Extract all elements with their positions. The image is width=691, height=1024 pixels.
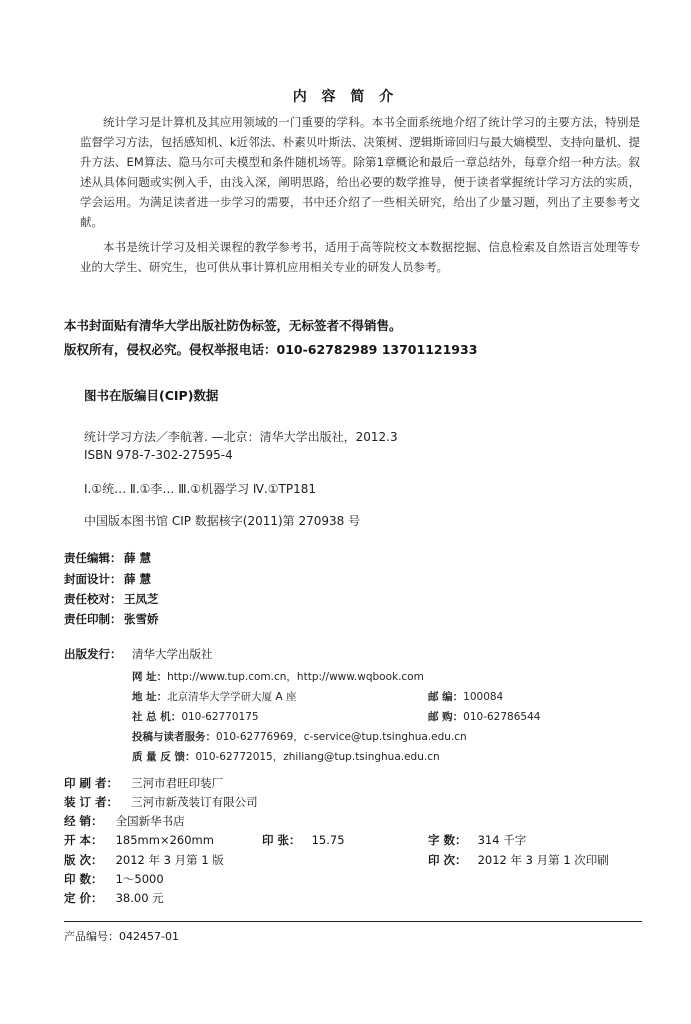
product-value: 042457-01 — [119, 930, 179, 943]
words-label: 字 数： — [428, 833, 467, 847]
publisher-quality-row — [132, 749, 440, 764]
summary-heading: 内 容 简 介 — [292, 89, 399, 105]
run-label: 印 数： — [64, 872, 103, 886]
postcode-value: 100084 — [463, 691, 504, 703]
staff-label: 责任印制： — [64, 612, 122, 626]
binder-label: 装 订 者： — [64, 795, 119, 809]
staff-value: 张雪娇 — [124, 612, 159, 626]
edition-label: 版 次： — [64, 853, 103, 867]
cip-record: 中国版本图书馆 CIP 数据核字(2011)第 270938 号 — [84, 514, 361, 528]
publisher-name: 清华大学出版社 — [132, 647, 213, 661]
staff-row — [64, 571, 151, 587]
publisher-address-row — [132, 689, 297, 704]
publisher-mail-row — [428, 709, 540, 724]
publisher-switchboard-row — [132, 709, 259, 724]
cip-isbn: ISBN 978-7-302-27595-4 — [84, 448, 233, 462]
printer-row — [64, 772, 223, 791]
sheets-value: 15.75 — [311, 833, 345, 847]
web-value: http://www.tup.com.cn，http://www.wqbook.com — [167, 671, 424, 683]
staff-label: 封面设计： — [64, 572, 122, 586]
staff-row — [64, 591, 159, 607]
distributor-row — [64, 810, 185, 829]
edition-value: 2012 年 3 月第 1 版 — [115, 853, 224, 867]
printing-label: 印 次： — [428, 853, 467, 867]
format-row — [64, 829, 214, 848]
cip-classification: Ⅰ.①统… Ⅱ.①李… Ⅲ.①机器学习 Ⅳ.①TP181 — [84, 482, 316, 496]
address-label: 地 址： — [132, 691, 168, 703]
publisher-postcode-row — [428, 689, 503, 704]
printer-value: 三河市君旺印装厂 — [131, 776, 224, 790]
product-label: 产品编号： — [64, 930, 119, 943]
edition-row — [64, 849, 224, 868]
printing-row — [428, 849, 609, 868]
staff-value: 王凤芝 — [124, 592, 159, 606]
publisher-label: 出版发行： — [64, 647, 122, 661]
staff-row — [64, 550, 151, 566]
switchboard-label: 社 总 机： — [132, 711, 182, 723]
sheets-row — [262, 829, 345, 848]
web-label: 网 址： — [132, 671, 168, 683]
mail-label: 邮 购： — [428, 711, 464, 723]
printer-label: 印 刷 者： — [64, 776, 119, 790]
staff-value: 薛 慧 — [124, 572, 152, 586]
summary-body — [80, 112, 640, 277]
run-row — [64, 868, 164, 887]
cip-heading: 图书在版编目(CIP)数据 — [84, 388, 219, 403]
staff-label: 责任编辑： — [64, 551, 122, 565]
staff-row — [64, 611, 159, 627]
binder-row — [64, 791, 258, 810]
format-label: 开 本： — [64, 833, 103, 847]
product-number — [64, 928, 179, 944]
mail-value: 010-62786544 — [463, 711, 541, 723]
words-value: 314 千字 — [477, 833, 527, 847]
staff-value: 薛 慧 — [124, 551, 152, 565]
publisher-web-row — [132, 669, 424, 684]
sheets-label: 印 张： — [262, 833, 301, 847]
staff-label: 责任校对： — [64, 592, 122, 606]
run-value: 1～5000 — [115, 872, 164, 886]
service-label: 投稿与读者服务： — [132, 731, 216, 743]
format-value: 185mm×260mm — [115, 833, 214, 847]
words-row — [428, 829, 526, 848]
copyright-notice: 版权所有，侵权必究。侵权举报电话：010-62782989 13701121933 — [64, 342, 478, 357]
service-value: 010-62776969，c-service@tup.tsinghua.edu.cn — [216, 731, 467, 743]
summary-paragraph-2: 本书是统计学习及相关课程的教学参考书，适用于高等院校文本数据挖掘、信息检索及自然语言处理等专业的大学生、研究生，也可供从事计算机应用相关专业的研发人员参考。 — [80, 240, 640, 274]
quality-value: 010-62772015，zhiliang@tup.tsinghua.edu.cn — [195, 751, 440, 763]
distributor-value: 全国新华书店 — [115, 814, 185, 828]
binder-value: 三河市新茂装订有限公司 — [131, 795, 258, 809]
printing-value: 2012 年 3 月第 1 次印刷 — [477, 853, 609, 867]
price-row — [64, 887, 164, 906]
publisher-service-row — [132, 729, 467, 744]
distributor-label: 经 销： — [64, 814, 103, 828]
divider-rule — [64, 921, 642, 922]
address-value: 北京清华大学学研大厦 A 座 — [167, 691, 297, 703]
switchboard-value: 010-62770175 — [181, 711, 259, 723]
price-value: 38.00 元 — [115, 891, 164, 905]
quality-label: 质 量 反 馈： — [132, 751, 196, 763]
price-label: 定 价： — [64, 891, 103, 905]
cip-title-line: 统计学习方法／李航著. —北京：清华大学出版社，2012.3 — [84, 430, 398, 444]
postcode-label: 邮 编： — [428, 691, 464, 703]
summary-paragraph-1: 统计学习是计算机及其应用领域的一门重要的学科。本书全面系统地介绍了统计学习的主要方法，特别是监督学习方法，包括感知机、k近邻法、朴素贝叶斯法、决策树、逻辑斯谛回归与最大熵模型、支持向量机、提升方法、EM算法、隐马尔可夫模型和条件随机场等。除第1章概论和最后一章总结外，每章介绍一种方法。叙述从具体问题或实例入手，由浅入深，阐明思路，给出必要的数学推导，便于读者掌握统计学习方法的实质，学会运用。为满足读者进一步学习的需要，书中还介绍了一些相关研究，给出了少量习题，列出了主要参考文献。 — [80, 115, 640, 229]
anti-counterfeit-notice: 本书封面贴有清华大学出版社防伪标签，无标签者不得销售。 — [64, 318, 402, 333]
